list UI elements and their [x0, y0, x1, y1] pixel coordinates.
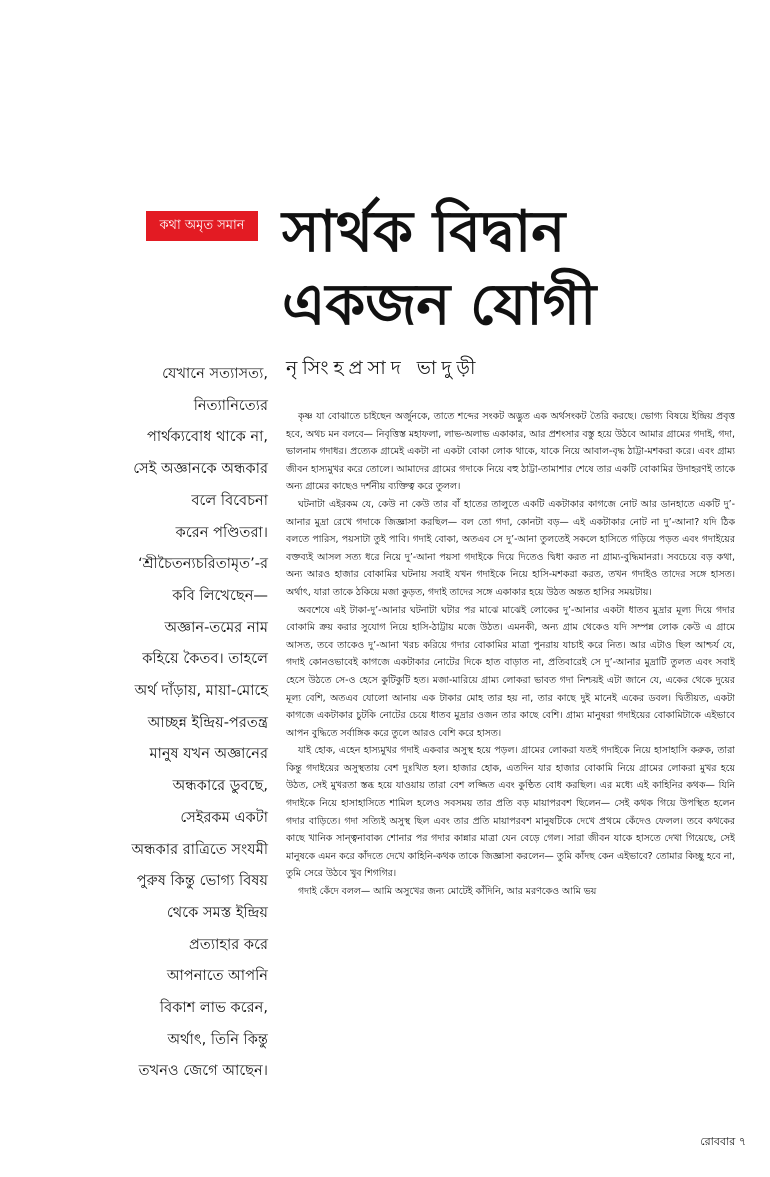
- pull-quote-line: কবি লিখেছেন—: [172, 586, 268, 604]
- author-byline: নৃসিংহপ্রসাদ ভাদুড়ী: [286, 357, 481, 379]
- pull-quote-line: মানুষ যখন অজ্ঞানের: [149, 745, 268, 763]
- pull-quote-line: বলে বিবেচনা: [191, 491, 268, 509]
- article-paragraph: কৃষ্ণ যা বোঝাতে চাইছেন অর্জুনকে, তাতে শব্দের সংকট অদ্ভুত এক অর্থসংকট তৈরি করছে। ভোগ্য বিষয়ে ইন্দ্রিয় প্রবৃত্ত হবে, অথচ মন বলবে— নিবৃত্তিস্ত মহাফলা, লাভ-অলাভ একাকার, আর প্রশংসার বস্তু হয়ে উঠবে আমার গ্রামের গদাই, গদা, ভালনাম গদাধর। প্রত্যেক গ্রামেই একটা না একটা বোকা লোক থাকে, যাকে নিয়ে আবাল-বৃদ্ধ ঠাট্টা-মশকরা করে। এবং গ্রাম্য জীবন হাস্যমুখর করে তোলে। আমাদের গ্রামের গদাকে নিয়ে বহু ঠাট্টা-তামাশার শেষে তার একটি বোকামির উদাহরণই তাকে অন্য গ্রামের কাছেও দর্শনীয় ব্যক্তিত্ব করে তুলল।: [286, 411, 735, 493]
- article-body: [286, 408, 735, 1123]
- pull-quote-line: অন্ধকারে ডুবছে,: [172, 777, 268, 795]
- pull-quote-line: তখনও জেগে আছেন।: [138, 1062, 268, 1080]
- pull-quote-line: অন্ধকার রাত্রিতে সংযমী: [131, 840, 268, 858]
- article-paragraph: গদাই কেঁদে বলল— আমি অসুখের জন্য মোটেই কাঁদিনি, আর মরণকেও আমি ভয়: [298, 886, 597, 898]
- pull-quote-line: সেইরকম একটা: [180, 808, 268, 826]
- pull-quote-line: ‘শ্রীচৈতন্যচরিতামৃত’-র: [138, 555, 268, 573]
- pull-quote-line: সেই অজ্ঞানকে অন্ধকার: [133, 460, 268, 478]
- article-paragraph: ঘটনাটা এইরকম যে, কেউ না কেউ তার বাঁ হাতের তালুতে একটি একটাকার কাগজে নোট আর ডানহাতে একটি দু’-আনার মুদ্রা রেখে গদাকে জিজ্ঞাসা করছিল— বল তো গদা, কোনটা বড়— এই একটাকার নোট না দু’-আনা? যদি ঠিক বলতে পারিস, পয়সাটা তুই পাবি। গদাই বোকা, অতএব সে দু’-আনা তুলতেই সকলে হাসিতে গড়িয়ে পড়ত এবং গদাইয়ের বক্তব্যই আসল সত্য ধরে নিয়ে দু’-আনা পয়সা গদাইকে দিয়ে দিতেও দ্বিধা করত না গ্রাম্য-বুদ্ধিমানরা। সবচেয়ে বড় কথা, অন্য আরও হাজার বোকামির ঘটনায় সবাই যখন গদাইকে নিয়ে হাসি-মশকরা করত, তখন গদাইও তাদের সঙ্গে হাসত। অর্থাৎ, যারা তাকে ঠকিয়ে মজা কুড়ত, গদাই তাদের সঙ্গে একাকার হয়ে উঠত অন্তত হাসির সময়টায়।: [286, 498, 735, 598]
- pull-quote-line: অজ্ঞান-তমের নাম: [164, 618, 268, 636]
- pull-quote-line: কহিয়ে কৈতব। তাহলে: [142, 650, 268, 668]
- pull-quote-line: অর্থ দাঁড়ায়, মায়া-মোহে: [134, 682, 268, 700]
- page-footer: রোববার ৭: [700, 1135, 746, 1148]
- pull-quote-line: প্রত্যাহার করে: [189, 935, 268, 953]
- pull-quote-line: আচ্ছন্ন ইন্দ্রিয়-পরতন্ত্র: [147, 713, 268, 731]
- pull-quote-line: আপনাতে আপনি: [166, 967, 268, 985]
- pull-quote-line: বিকাশ লাভ করেন,: [159, 999, 268, 1017]
- article-paragraph: অবশেষে এই টাকা-দু’-আনার ঘটনাটা ঘটার পর মাঝে মাঝেই লোকের দু’-আনার একটা ধাতব মুদ্রার মূল্য দিয়ে গদার বোকামি ক্রয় করার সুযোগ নিয়ে হাসি-ঠাট্টায় মজে উঠত। এমনকী, অন্য গ্রাম থেকেও যদি সম্পন্ন লোক কেউ এ গ্রামে আসত, তবে তাকেও দু’-আনা খরচ করিয়ে গদার বোকামির মাত্রা পুনরায় যাচাই করে নিত। আর এটাও ছিল আশ্চর্য যে, গদাই কোনওভাবেই কাগজে একটাকার নোটের দিকে হাত বাড়াত না, প্রতিবারেই সে দু’-আনার মুদ্রাটি তুলত এবং সবাই হেসে উঠতে সে-ও হেসে কুটিকুটি হত। মজা-মারিয়ে গ্রাম্য লোকরা ভাবত গদা নিশ্চয়ই এটা জানে যে, একের থেকে দুয়ের মূল্য বেশি, অতএব যোলো আনায় এক টাকার মোহ তার হয় না, তার কাছে দুই মানেই একের ডবল। দ্বিতীয়ত, একটা কাগজে একটাকার চুটকি নোটের চেয়ে ধাতব মুদ্রার ওজন তার কাছে বেশি। গ্রাম্য মানুষরা গদাইয়ের বোকামিটাকে এইভাবে আপন বুদ্ধিতে সর্বাঙ্গিক করে তুলে আরও বেশি করে হাসত।: [286, 604, 735, 739]
- section-tag: কথা অমৃত সমান: [146, 211, 258, 241]
- article-title-line-2: একজন যোগী: [282, 272, 597, 338]
- pull-quote-line: থেকে সমস্ত ইন্দ্রিয়: [166, 903, 268, 921]
- pull-quote-line: যেখানে সত্যাসত্য,: [162, 365, 268, 382]
- pull-quote: [96, 358, 268, 1080]
- pull-quote-line: করেন পণ্ডিতরা।: [175, 523, 268, 541]
- article-paragraph: যাই হোক, এহেন হাস্যমুখর গদাই একবার অসুস্থ হয়ে পড়ল। গ্রামের লোকরা যতই গদাইকে নিয়ে হাসাহাসি করুক, তারা কিন্তু গদাইয়ের অসুস্থতায় বেশ দুঃখিত হল। হাজার হোক, এতদিন যার হাজার বোকামি নিয়ে গ্রামের লোকরা মুখর হয়ে উঠত, সেই মুখরতা স্তব্ধ হয়ে যাওয়ায় তারা বেশ লজ্জিত এবং কুণ্ঠিত বোধ করছিল। এর মধ্যে এই কাহিনির কথক— যিনি গদাইকে নিয়ে হাসাহাসিতে শামিল হলেও সবসময় তার প্রতি বড় মায়াপরবশ ছিলেন— সেই কথক গিয়ে উপস্থিত হলেন গদার বাড়িতে। গদা সত্যিই অসুস্থ ছিল এবং তার প্রতি মায়াপরবশ মানুষটিকে দেখে প্রথমে কেঁদেও ফেলল। তবে কথকের কাছে খানিক সান্ত্বনাবাক্য শোনার পর গদার কান্নার মাত্রা যেন বেড়ে গেল। সারা জীবন যাকে হাসতে দেখা গিয়েছে, সেই মানুষকে এমন করে কাঁদতে দেখে কাহিনি-কথক তাকে জিজ্ঞাসা করলেন— তুমি কাঁদছ কেন এইভাবে? তোমার কিচ্ছু হবে না, তুমি সেরে উঠবে খুব শিগগির।: [286, 745, 735, 880]
- pull-quote-line: অর্থাৎ, তিনি কিন্তু: [167, 1030, 268, 1048]
- article-title-line-1: সার্থক বিদ্বান: [282, 199, 566, 265]
- pull-quote-line: পার্থক্যবোধ থাকে না,: [146, 428, 268, 446]
- pull-quote-line: নিত্যানিত্যের: [193, 396, 268, 414]
- pull-quote-line: পুরুষ কিন্তু ভোগ্য বিষয়: [136, 872, 268, 890]
